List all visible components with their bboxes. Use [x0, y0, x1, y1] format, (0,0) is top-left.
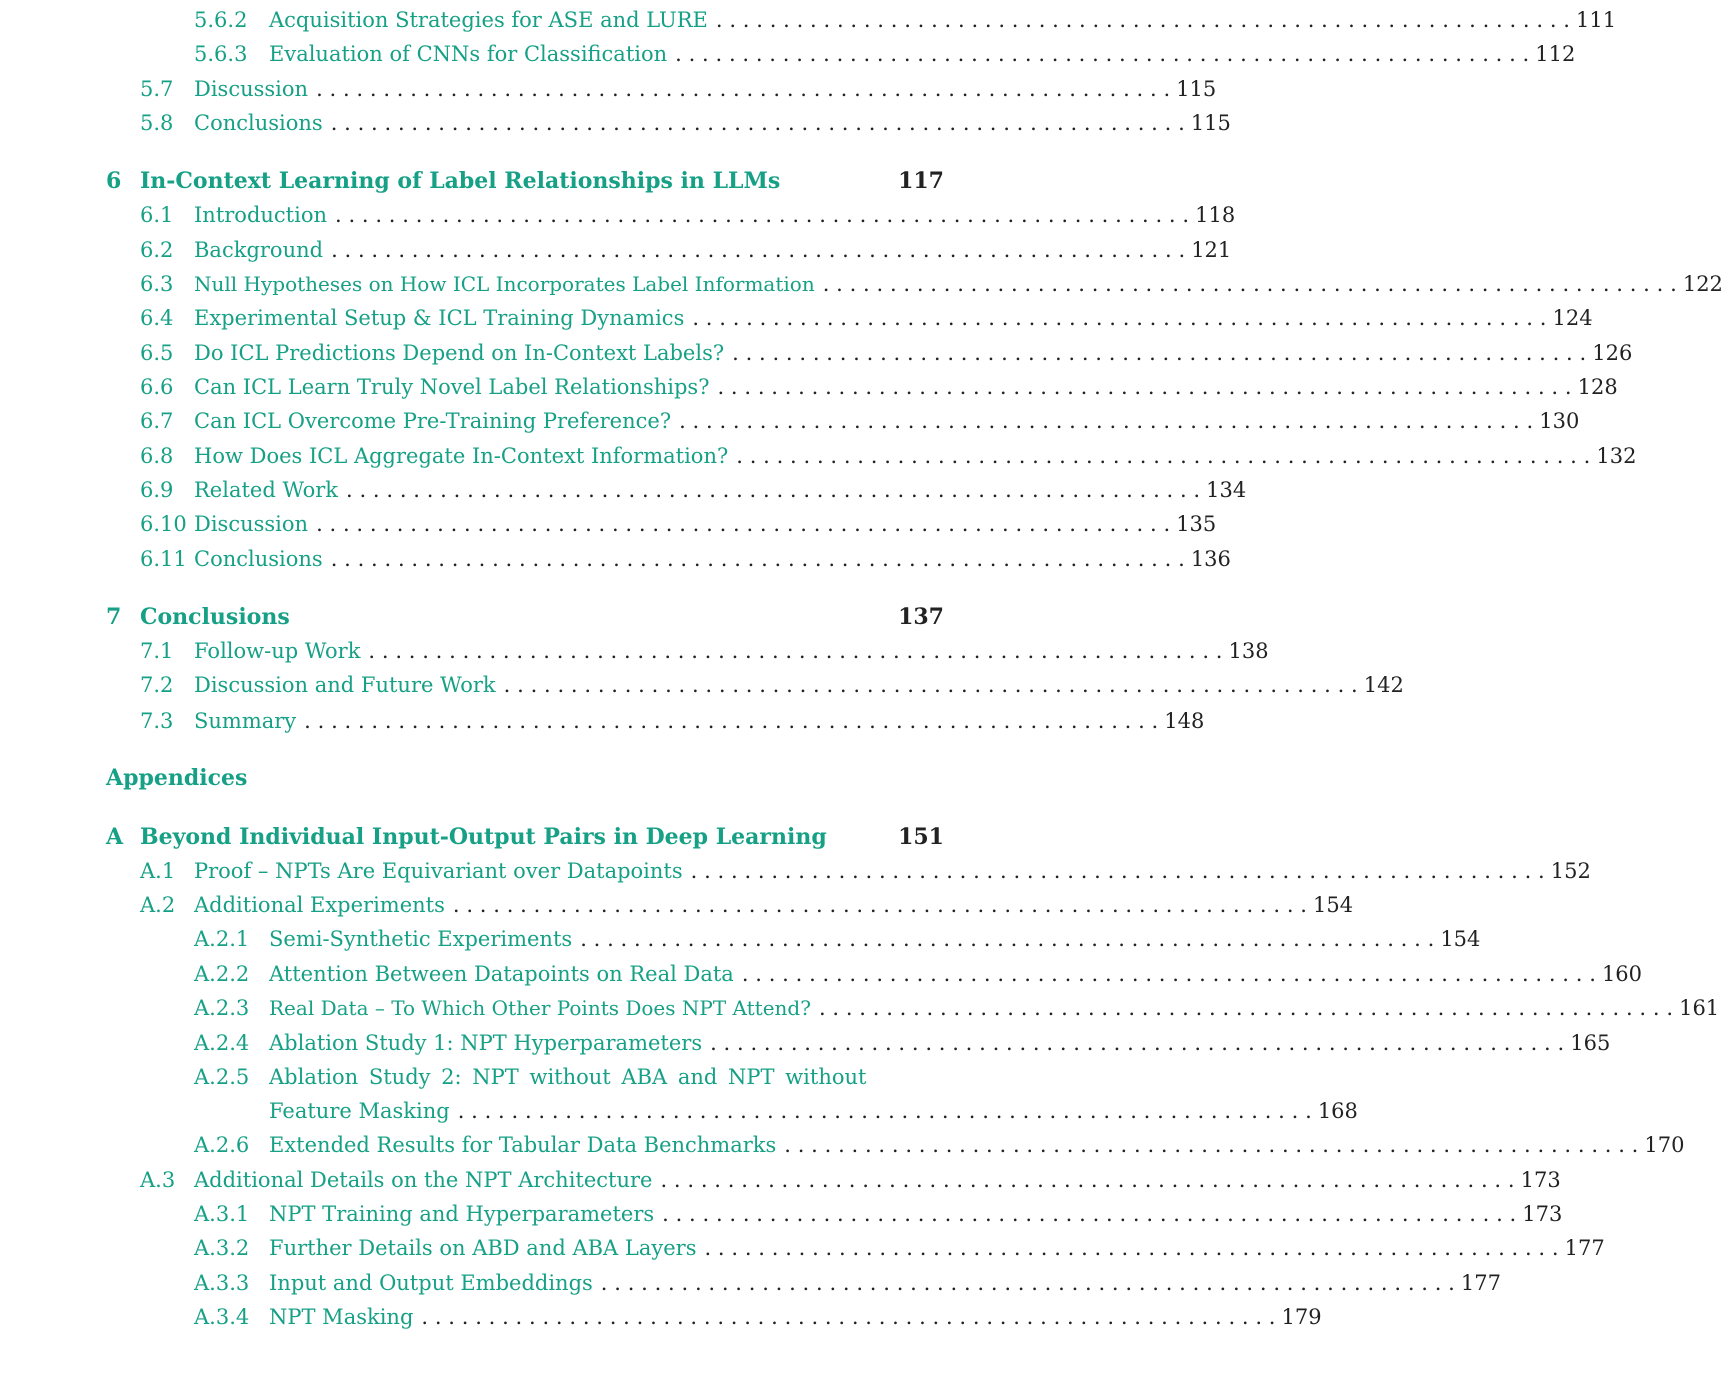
section-number: 7.2	[140, 673, 174, 697]
page-number: 115	[1176, 77, 1217, 101]
section-number: 6.7	[140, 409, 174, 433]
toc-entry-a-3-2[interactable]	[194, 1233, 1605, 1263]
dot-leader: . . . . . . . . . . . . . . . . . . . . . . . . . . . . . . . . . . . . . . . . . . . . . . . . . . . . . . . . . . . . . . . .	[335, 203, 1190, 227]
page-number: 132	[1596, 444, 1637, 468]
page-number: 128	[1577, 375, 1618, 399]
toc-entry-5-6-3[interactable]	[194, 39, 1576, 69]
dot-leader: . . . . . . . . . . . . . . . . . . . . . . . . . . . . . . . . . . . . . . . . . . . . . . . . . . . . . . . . . . . . . . . .	[316, 512, 1171, 536]
section-number: 7.3	[140, 709, 174, 733]
toc-entry-6-6[interactable]	[140, 372, 1618, 402]
section-title: Discussion	[194, 77, 309, 101]
toc-entry-7-3[interactable]	[140, 706, 1205, 736]
section-number: 6.5	[140, 341, 174, 365]
section-number: 6.11	[140, 547, 187, 571]
section-number: 6.1	[140, 203, 174, 227]
toc-entry-7-2[interactable]	[140, 670, 1404, 700]
toc-entry-6-1[interactable]	[140, 200, 1236, 230]
section-title: Introduction	[194, 203, 327, 227]
dot-leader: . . . . . . . . . . . . . . . . . . . . . . . . . . . . . . . . . . . . . . . . . . . . . . . . . . . . . . . . . . . . . . . .	[503, 673, 1358, 697]
section-title: Attention Between Datapoints on Real Data	[269, 962, 734, 986]
dot-leader: . . . . . . . . . . . . . . . . . . . . . . . . . . . . . . . . . . . . . . . . . . . . . . . . . . . . . . . . . . . . . . . .	[818, 996, 1674, 1020]
section-title: Input and Output Embeddings	[269, 1271, 593, 1295]
section-title: Null Hypotheses on How ICL Incorporates Label Information	[194, 272, 815, 296]
page-number: 152	[1550, 859, 1591, 883]
toc-entry-a-2-4[interactable]	[194, 1028, 1611, 1058]
dot-leader: . . . . . . . . . . . . . . . . . . . . . . . . . . . . . . . . . . . . . . . . . . . . . . . . . . . . . . . . . . . . . . . .	[316, 77, 1171, 101]
toc-entry-a-3[interactable]	[140, 1165, 1561, 1195]
toc-entry-6-2[interactable]	[140, 235, 1232, 265]
toc-chapter-7[interactable]	[106, 601, 944, 633]
section-title: Additional Experiments	[194, 893, 445, 917]
toc-entry-a-1[interactable]	[140, 856, 1591, 886]
dot-leader: . . . . . . . . . . . . . . . . . . . . . . . . . . . . . . . . . . . . . . . . . . . . . . . . . . . . . . . . . . . . . . . .	[600, 1271, 1455, 1295]
toc-entry-a-2-5[interactable]	[194, 1062, 944, 1092]
toc-chapter-a[interactable]	[106, 821, 944, 853]
section-title: Discussion	[194, 512, 309, 536]
toc-entry-a-3-3[interactable]	[194, 1268, 1502, 1298]
dot-leader: . . . . . . . . . . . . . . . . . . . . . . . . . . . . . . . . . . . . . . . . . . . . . . . . . . . . . . . . . . . . . . . .	[304, 709, 1159, 733]
section-number: A.2.2	[194, 962, 250, 986]
section-title: Additional Details on the NPT Architecture	[194, 1168, 653, 1192]
toc-entry-7-1[interactable]	[140, 636, 1269, 666]
dot-leader: . . . . . . . . . . . . . . . . . . . . . . . . . . . . . . . . . . . . . . . . . . . . . . . . . . . . . . . . . . . . . . . .	[331, 238, 1186, 262]
toc-appendices-heading[interactable]: Appendices	[106, 765, 248, 791]
section-title: NPT Training and Hyperparameters	[269, 1202, 655, 1226]
toc-entry-a-2-6[interactable]	[194, 1130, 1685, 1160]
page-number: 126	[1592, 341, 1633, 365]
dot-leader: . . . . . . . . . . . . . . . . . . . . . . . . . . . . . . . . . . . . . . . . . . . . . . . . . . . . . . . . . . . . . . . .	[675, 42, 1530, 66]
page-number: 124	[1552, 306, 1593, 330]
section-title: Conclusions	[194, 111, 323, 135]
dot-leader: . . . . . . . . . . . . . . . . . . . . . . . . . . . . . . . . . . . . . . . . . . . . . . . . . . . . . . . . . . . . . . . .	[457, 1099, 1312, 1123]
section-title: NPT Masking	[269, 1305, 414, 1329]
chapter-title: Beyond Individual Input-Output Pairs in Deep Learning	[140, 824, 827, 850]
page-number: 121	[1191, 238, 1232, 262]
page-number: 115	[1190, 111, 1231, 135]
toc-entry-a-3-1[interactable]	[194, 1199, 1563, 1229]
section-title: Discussion and Future Work	[194, 673, 496, 697]
page-number: 151	[898, 824, 944, 850]
section-number: A.2.1	[194, 927, 250, 951]
section-number: 5.8	[140, 111, 174, 135]
section-title: Conclusions	[194, 547, 323, 571]
dot-leader: . . . . . . . . . . . . . . . . . . . . . . . . . . . . . . . . . . . . . . . . . . . . . . . . . . . . . . . . . . . . . . . .	[784, 1133, 1639, 1157]
page-number: 160	[1601, 962, 1643, 986]
chapter-number: 6	[106, 168, 122, 194]
page-number: 112	[1535, 42, 1576, 66]
page-number: 136	[1190, 547, 1231, 571]
section-number: A.3.4	[194, 1305, 250, 1329]
chapter-number: A	[106, 824, 124, 850]
page-number: 117	[898, 168, 944, 194]
section-number: A.2.6	[194, 1133, 250, 1157]
section-title: Evaluation of CNNs for Classification	[269, 42, 668, 66]
page-number: 111	[1576, 8, 1617, 32]
section-number: 5.7	[140, 77, 174, 101]
section-number: A.2.3	[194, 996, 250, 1020]
dot-leader: . . . . . . . . . . . . . . . . . . . . . . . . . . . . . . . . . . . . . . . . . . . . . . . . . . . . . . . . . . . . . . . .	[741, 962, 1596, 986]
dot-leader: . . . . . . . . . . . . . . . . . . . . . . . . . . . . . . . . . . . . . . . . . . . . . . . . . . . . . . . . . . . . . . . .	[736, 444, 1591, 468]
section-number: 5.6.2	[194, 8, 248, 32]
section-title: Extended Results for Tabular Data Benchmarks	[269, 1133, 777, 1157]
page-number: 154	[1440, 927, 1481, 951]
page-number: 122	[1682, 272, 1723, 296]
toc-entry-5-7[interactable]	[140, 74, 1217, 104]
section-title: Semi-Synthetic Experiments	[269, 927, 573, 951]
chapter-title: In-Context Learning of Label Relationships in LLMs	[140, 168, 781, 194]
section-title: Can ICL Overcome Pre-Training Preference?	[194, 409, 672, 433]
section-number: A.2.4	[194, 1031, 250, 1055]
toc-entry-a-2-1[interactable]	[194, 924, 1481, 954]
chapter-title: Conclusions	[140, 604, 290, 630]
dot-leader: . . . . . . . . . . . . . . . . . . . . . . . . . . . . . . . . . . . . . . . . . . . . . . . . . . . . . . . . . . . . . . . .	[704, 1236, 1559, 1260]
section-title: Ablation Study 2: NPT without ABA and NPT without	[269, 1065, 867, 1089]
section-number: 7.1	[140, 639, 174, 663]
dot-leader: . . . . . . . . . . . . . . . . . . . . . . . . . . . . . . . . . . . . . . . . . . . . . . . . . . . . . . . . . . . . . . . .	[715, 8, 1571, 32]
dot-leader: . . . . . . . . . . . . . . . . . . . . . . . . . . . . . . . . . . . . . . . . . . . . . . . . . . . . . . . . . . . . . . . .	[330, 111, 1185, 135]
section-title: Proof – NPTs Are Equivariant over Datapoints	[194, 859, 683, 883]
page-number: 161	[1679, 996, 1720, 1020]
section-title: Follow-up Work	[194, 639, 361, 663]
toc-entry-a-3-4[interactable]	[194, 1302, 1322, 1332]
dot-leader: . . . . . . . . . . . . . . . . . . . . . . . . . . . . . . . . . . . . . . . . . . . . . . . . . . . . . . . . . . . . . . . .	[679, 409, 1534, 433]
section-title: How Does ICL Aggregate In-Context Information?	[194, 444, 729, 468]
toc-entry-5-8[interactable]	[140, 108, 1231, 138]
section-title: Further Details on ABD and ABA Layers	[269, 1236, 697, 1260]
page-number: 130	[1539, 409, 1580, 433]
chapter-number: 7	[106, 604, 122, 630]
page-number: 173	[1522, 1202, 1563, 1226]
section-title: Background	[194, 238, 324, 262]
section-title: Related Work	[194, 478, 339, 502]
page-number: 177	[1460, 1271, 1502, 1295]
section-number: A.2.5	[194, 1065, 250, 1089]
dot-leader: . . . . . . . . . . . . . . . . . . . . . . . . . . . . . . . . . . . . . . . . . . . . . . . . . . . . . . . . . . . . . . . .	[710, 1031, 1565, 1055]
page-number: 134	[1206, 478, 1247, 502]
section-number: A.1	[140, 859, 176, 883]
toc-entry-a-2[interactable]	[140, 890, 1354, 920]
dot-leader: . . . . . . . . . . . . . . . . . . . . . . . . . . . . . . . . . . . . . . . . . . . . . . . . . . . . . . . . . . . . . . . .	[660, 1168, 1515, 1192]
section-number: A.2	[140, 893, 176, 917]
page-number: 137	[898, 604, 944, 630]
page-number: 138	[1228, 639, 1269, 663]
section-number: 6.8	[140, 444, 174, 468]
page-number: 170	[1644, 1133, 1685, 1157]
toc-entry-6-7[interactable]	[140, 406, 1580, 436]
page-number: 154	[1313, 893, 1354, 917]
page-number: 168	[1317, 1099, 1358, 1123]
section-number: 5.6.3	[194, 42, 248, 66]
toc-entry-5-6-2[interactable]	[194, 5, 1617, 35]
section-number: 6.4	[140, 306, 174, 330]
toc-entry-6-11[interactable]	[140, 544, 1231, 574]
toc-chapter-6[interactable]	[106, 165, 944, 197]
section-number: 6.6	[140, 375, 174, 399]
dot-leader: . . . . . . . . . . . . . . . . . . . . . . . . . . . . . . . . . . . . . . . . . . . . . . . . . . . . . . . . . . . . . . . .	[662, 1202, 1517, 1226]
toc-entry-6-3[interactable]	[140, 269, 1723, 299]
section-number: A.3	[140, 1168, 176, 1192]
page-number: 179	[1281, 1305, 1322, 1329]
section-number: 6.2	[140, 238, 174, 262]
section-title: Can ICL Learn Truly Novel Label Relationships?	[194, 375, 710, 399]
page-number: 165	[1570, 1031, 1611, 1055]
page-number: 135	[1176, 512, 1217, 536]
dot-leader: . . . . . . . . . . . . . . . . . . . . . . . . . . . . . . . . . . . . . . . . . . . . . . . . . . . . . . . . . . . . . . . .	[717, 375, 1572, 399]
section-title-continued: Feature Masking	[269, 1099, 450, 1123]
dot-leader: . . . . . . . . . . . . . . . . . . . . . . . . . . . . . . . . . . . . . . . . . . . . . . . . . . . . . . . . . . . . . . . .	[452, 893, 1308, 917]
section-number: A.3.2	[194, 1236, 250, 1260]
section-title: Ablation Study 1: NPT Hyperparameters	[269, 1031, 703, 1055]
toc-entry-6-5[interactable]	[140, 338, 1633, 368]
dot-leader: . . . . . . . . . . . . . . . . . . . . . . . . . . . . . . . . . . . . . . . . . . . . . . . . . . . . . . . . . . . . . . . .	[692, 306, 1547, 330]
page-number: 118	[1195, 203, 1236, 227]
toc-entry-a-2-5-continued[interactable]	[269, 1096, 1358, 1126]
page-number: 142	[1363, 673, 1404, 697]
dot-leader: . . . . . . . . . . . . . . . . . . . . . . . . . . . . . . . . . . . . . . . . . . . . . . . . . . . . . . . . . . . . . . . .	[330, 547, 1185, 571]
section-number: 6.10	[140, 512, 187, 536]
dot-leader: . . . . . . . . . . . . . . . . . . . . . . . . . . . . . . . . . . . . . . . . . . . . . . . . . . . . . . . . . . . . . . . .	[732, 341, 1587, 365]
section-title: Summary	[194, 709, 297, 733]
section-number: 6.9	[140, 478, 174, 502]
section-title: Do ICL Predictions Depend on In-Context Labels?	[194, 341, 725, 365]
toc-entry-6-10[interactable]	[140, 509, 1217, 539]
section-title: Experimental Setup & ICL Training Dynamics	[194, 306, 685, 330]
section-title: Acquisition Strategies for ASE and LURE	[269, 8, 708, 32]
toc-entry-a-2-2[interactable]	[194, 959, 1643, 989]
section-number: 6.3	[140, 272, 174, 296]
page-number: 177	[1564, 1236, 1605, 1260]
page-number: 173	[1520, 1168, 1561, 1192]
dot-leader: . . . . . . . . . . . . . . . . . . . . . . . . . . . . . . . . . . . . . . . . . . . . . . . . . . . . . . . . . . . . . . . .	[346, 478, 1201, 502]
section-number: A.3.3	[194, 1271, 250, 1295]
toc-entry-a-2-3[interactable]	[194, 993, 1720, 1023]
dot-leader: . . . . . . . . . . . . . . . . . . . . . . . . . . . . . . . . . . . . . . . . . . . . . . . . . . . . . . . . . . . . . . . .	[822, 272, 1677, 296]
dot-leader: . . . . . . . . . . . . . . . . . . . . . . . . . . . . . . . . . . . . . . . . . . . . . . . . . . . . . . . . . . . . . . . .	[580, 927, 1435, 951]
dot-leader: . . . . . . . . . . . . . . . . . . . . . . . . . . . . . . . . . . . . . . . . . . . . . . . . . . . . . . . . . . . . . . . .	[690, 859, 1545, 883]
dot-leader: . . . . . . . . . . . . . . . . . . . . . . . . . . . . . . . . . . . . . . . . . . . . . . . . . . . . . . . . . . . . . . . .	[421, 1305, 1276, 1329]
section-number: A.3.1	[194, 1202, 250, 1226]
toc-entry-6-8[interactable]	[140, 441, 1637, 471]
toc-entry-6-4[interactable]	[140, 303, 1593, 333]
dot-leader: . . . . . . . . . . . . . . . . . . . . . . . . . . . . . . . . . . . . . . . . . . . . . . . . . . . . . . . . . . . . . . . .	[368, 639, 1223, 663]
section-title: Real Data – To Which Other Points Does NPT Attend?	[269, 996, 811, 1020]
toc-entry-6-9[interactable]	[140, 475, 1247, 505]
page-number: 148	[1164, 709, 1205, 733]
